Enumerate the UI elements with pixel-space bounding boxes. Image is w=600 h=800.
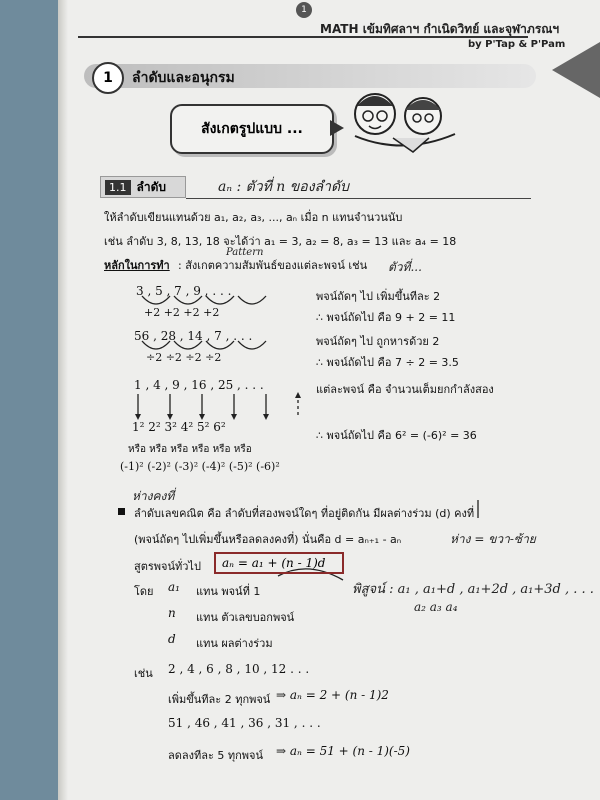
where-label: โดย [134, 585, 154, 598]
example-2-description: ลดลงทีละ 5 ทุกพจน์ [168, 749, 264, 762]
subsection-number: 1.1 [105, 180, 131, 195]
ex1-result: ∴ พจน์ถัดไป คือ 9 + 2 = 11 [316, 311, 456, 324]
handwritten-expansion: พิสูจน์ : a₁ , a₁+d , a₁+2d , a₁+3d , . . . [352, 582, 594, 597]
arith-definition-2: (พจน์ถัดๆ ไปเพิ่มขึ้นหรือลดลงคงที่) นั่นคือ d = aₙ₊₁ - aₙ [134, 533, 402, 546]
ex2-description: พจน์ถัดๆ ไป ถูกหารด้วย 2 [316, 335, 440, 348]
ex2-sequence: 56 , 28 , 14 , 7 , . . . [134, 329, 253, 343]
intro-line-2: เช่น ลำดับ 3, 8, 13, 18 จะได้ว่า a₁ = 3, a₂ = 8, a₃ = 13 และ a₄ = 18 [104, 235, 457, 248]
var-d-desc: แทน ผลต่างร่วม [196, 637, 273, 650]
handwritten-note-an: aₙ : ตัวที่ n ของลำดับ [218, 179, 349, 195]
handwritten-diff-note: ห่าง = ขวา-ซ้าย [450, 532, 536, 546]
ex3-sequence: 1 , 4 , 9 , 16 , 25 , . . . [134, 378, 264, 392]
handwritten-pattern: Pattern [226, 247, 264, 258]
example-1-sequence: 2 , 4 , 6 , 8 , 10 , 12 . . . [168, 662, 310, 676]
general-term-formula-box [214, 552, 344, 574]
header-title: MATH เข้มทิศลาฯ กำเนิดวิทย์ และจุฬาภรณฯ [320, 22, 560, 36]
handwritten-constant-gap: ห่างคงที่ [132, 489, 175, 503]
ex3-negative-squares: (-1)² (-2)² (-3)² (-4)² (-5)² (-6)² [120, 460, 280, 473]
var-d: d [168, 632, 176, 646]
ex1-description: พจน์ถัดๆ ไป เพิ่มขึ้นทีละ 2 [316, 290, 441, 303]
subsection-title: ลำดับ [136, 179, 167, 194]
example-1-formula: ⇒ aₙ = 2 + (n - 1)2 [276, 688, 389, 702]
ex1-differences: +2 +2 +2 +2 [144, 306, 220, 319]
var-n-desc: แทน ตัวเลขบอกพจน์ [196, 611, 295, 624]
section-number: 1 [92, 62, 124, 94]
arith-definition-1: ลำดับเลขคณิต คือ ลำดับที่สองพจน์ใดๆ ที่อยู่ติดกัน มีผลต่างร่วม (d) คงที่ [134, 507, 475, 520]
method-text: : สังเกตความสัมพันธ์ของแต่ละพจน์ เช่น [178, 259, 368, 272]
ex3-or-row: หรือ หรือ หรือ หรือ หรือ หรือ [128, 444, 252, 455]
example-1-description: เพิ่มขึ้นทีละ 2 ทุกพจน์ [168, 693, 271, 706]
handwritten-term-note: ตัวที่... [388, 260, 422, 274]
author-byline: by P'Tap & P'Pam [468, 39, 566, 50]
ex1-sequence: 3 , 5 , 7 , 9 , . . . [136, 284, 232, 298]
intro-line-1: ให้ลำดับเขียนแทนด้วย a₁, a₂, a₃, ..., aₙ เมื่อ n แทนจำนวนนับ [104, 211, 403, 224]
example-label: เช่น [134, 667, 153, 680]
ex2-result: ∴ พจน์ถัดไป คือ 7 ÷ 2 = 3.5 [316, 356, 459, 369]
ex3-result: ∴ พจน์ถัดไป คือ 6² = (-6)² = 36 [316, 429, 477, 442]
handwritten-subscripts: a₂ a₃ a₄ [414, 600, 458, 614]
var-n: n [168, 606, 176, 620]
book-page [58, 0, 600, 800]
formula-label: สูตรพจน์ทั่วไป [134, 560, 201, 573]
bubble-text: สังเกตรูปแบบ ... [201, 121, 303, 137]
example-2-formula: ⇒ aₙ = 51 + (n - 1)(-5) [276, 744, 410, 758]
ex2-differences: ÷2 ÷2 ÷2 ÷2 [146, 351, 222, 364]
bullet-icon [118, 508, 125, 515]
ex3-description: แต่ละพจน์ คือ จำนวนเต็มยกกำลังสอง [316, 383, 494, 396]
ex3-squares: 1² 2² 3² 4² 5² 6² [132, 420, 226, 434]
example-2-sequence: 51 , 46 , 41 , 36 , 31 , . . . [168, 716, 321, 730]
section-title: ลำดับและอนุกรม [132, 70, 235, 86]
method-label: หลักในการทำ [104, 259, 170, 272]
var-a1-desc: แทน พจน์ที่ 1 [196, 585, 261, 598]
general-term-formula: aₙ = a₁ + (n - 1)d [222, 556, 326, 570]
page-number: 1 [296, 2, 312, 18]
var-a1: a₁ [168, 580, 180, 594]
